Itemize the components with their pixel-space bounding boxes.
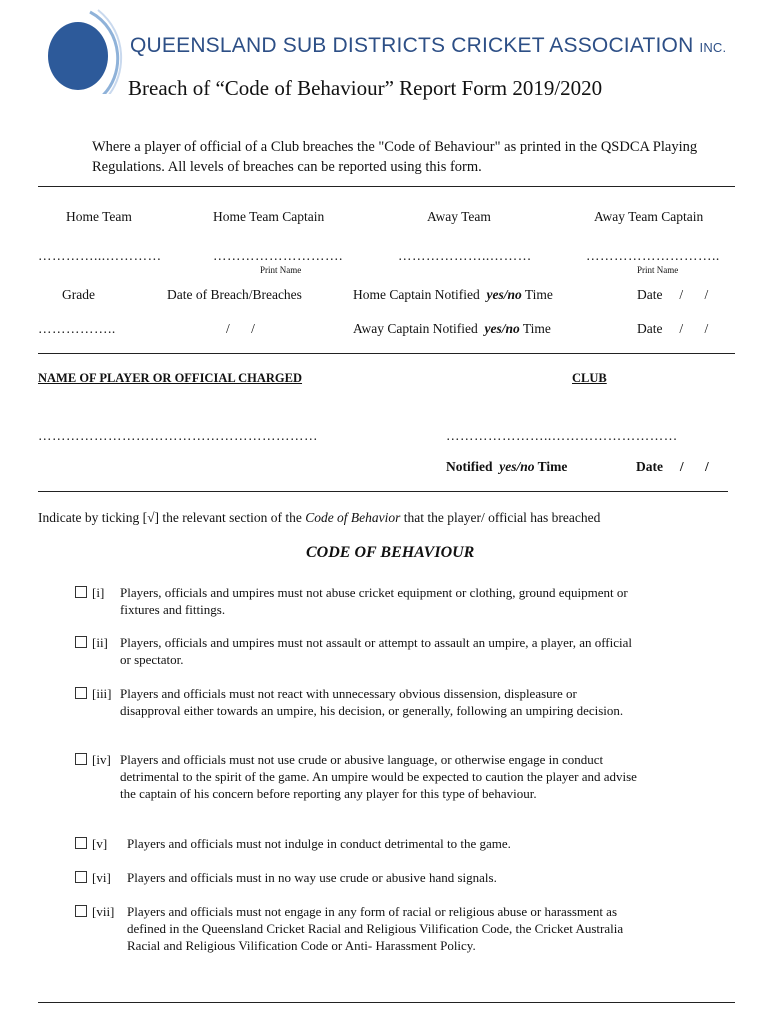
code-item: [vi] Players and officials must in no way use crude or abusive hand signals. (75, 869, 111, 886)
player-name-field[interactable]: …………………………………………………… (38, 428, 318, 443)
club-field[interactable]: …………………..……………………… (446, 428, 678, 443)
away-team-label: Away Team (427, 209, 491, 224)
divider (38, 491, 728, 492)
code-of-behaviour-heading: CODE OF BEHAVIOUR (306, 544, 475, 561)
yes-no-option[interactable]: yes/no (499, 459, 535, 474)
yes-no-option[interactable]: yes/no (484, 321, 520, 336)
grade-label: Grade (62, 287, 95, 302)
date-of-breach-label: Date of Breach/Breaches (167, 287, 302, 302)
breach-date-field[interactable]: / / (226, 321, 255, 336)
intro-text: Where a player of official of a Club breaches the "Code of Behaviour" as printed in the QSDCA Playing Regulations. All levels of breaches can be reported using this form. (92, 139, 698, 175)
divider (38, 1002, 735, 1003)
home-team-field[interactable]: …………...………… (38, 248, 162, 263)
club-label: CLUB (572, 371, 607, 385)
away-notified-date: Date / / (637, 321, 709, 336)
divider (38, 353, 735, 354)
tick-checkbox[interactable] (75, 687, 87, 699)
away-captain-field[interactable]: ……………………….. (586, 248, 720, 263)
divider (38, 186, 735, 187)
tick-checkbox[interactable] (75, 837, 87, 849)
tick-checkbox[interactable] (75, 586, 87, 598)
instruction-text: Indicate by ticking [√] the relevant section of the Code of Behavior that the player/ official has breached (38, 510, 601, 525)
organisation-name: QUEENSLAND SUB DISTRICTS CRICKET ASSOCIATION INC. (130, 34, 727, 57)
home-captain-field[interactable]: ………………………. (213, 248, 343, 263)
code-item: [v] Players and officials must not indulge in conduct detrimental to the game. (75, 835, 107, 852)
code-item: [i] Players, officials and umpires must not abuse cricket equipment or clothing, ground equipment or fixtures and fittings. (75, 584, 104, 601)
tick-checkbox[interactable] (75, 636, 87, 648)
association-logo (40, 8, 126, 94)
away-captain-notified: Away Captain Notified yes/no Time (353, 321, 551, 336)
player-name-label: NAME OF PLAYER OR OFFICIAL CHARGED (38, 371, 303, 385)
grade-field[interactable]: …………….. (38, 321, 116, 336)
print-name-note: Print Name (637, 265, 679, 275)
away-team-field[interactable]: ………………..……… (398, 248, 532, 263)
home-captain-notified: Home Captain Notified yes/no Time (353, 287, 553, 302)
club-notified: Notified yes/no Time (446, 459, 568, 474)
code-item: [ii] Players, officials and umpires must not assault or attempt to assault an umpire, a player, an official or spectator. (75, 634, 108, 651)
code-item: [iv] Players and officials must not use crude or abusive language, or otherwise engage in conduct detrimental to the spirit of the game. An umpire would be expected to caution the player and advise the captain of his concern before reporting any player for this type of behaviour. (75, 751, 111, 768)
tick-checkbox[interactable] (75, 871, 87, 883)
form-title: Breach of “Code of Behaviour” Report Form 2019/2020 (128, 76, 603, 100)
home-notified-date: Date / / (637, 287, 709, 302)
code-item: [vii] Players and officials must not engage in any form of racial or religious abuse or harassment as defined in the Queensland Cricket Racial and Religious Vilification Code, the Cricket Australia Racial and Religious Vilification Code or Anti- Harassment Policy. (75, 903, 114, 920)
away-captain-label: Away Team Captain (594, 209, 704, 224)
club-notified-date: Date / / (636, 459, 709, 474)
tick-checkbox[interactable] (75, 753, 87, 765)
code-item: [iii] Players and officials must not react with unnecessary obvious dissension, displeasure or disapproval either towards an umpire, his decision, or generally, following an umpiring decision. (75, 685, 112, 702)
home-team-label: Home Team (66, 209, 132, 224)
season: 2019/2020 (512, 76, 603, 100)
home-captain-label: Home Team Captain (213, 209, 325, 224)
yes-no-option[interactable]: yes/no (486, 287, 522, 302)
tick-checkbox[interactable] (75, 905, 87, 917)
print-name-note: Print Name (260, 265, 302, 275)
